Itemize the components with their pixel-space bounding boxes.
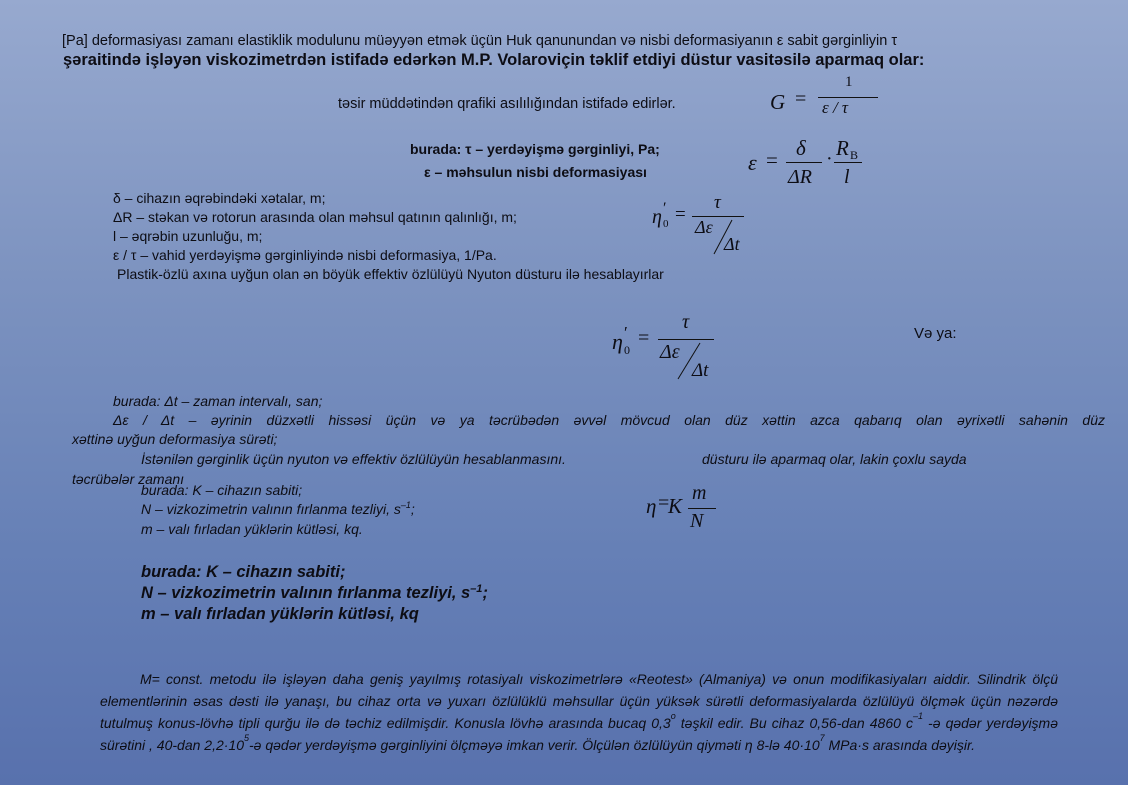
formula-symbol: K xyxy=(668,494,683,518)
where-n-text: N – vizkozimetrin valının fırlanma tezliyi, s xyxy=(141,501,401,517)
formula-symbol: ′ xyxy=(624,323,628,342)
formula-symbol: B xyxy=(850,148,859,162)
def-delta-r: ΔR – stəkan və rotorun arasında olan məhsul qatının qalınlığı, m; xyxy=(113,209,517,225)
def-l: l – əqrəbin uzunluğu, m; xyxy=(113,228,263,244)
formula-relative-deformation xyxy=(748,134,868,194)
formula-symbol: l xyxy=(844,166,850,188)
formula-symbol: ε xyxy=(748,150,757,175)
def-eps-tau: ε / τ – vahid yerdəyişmə gərginliyində nisbi deformasiya, 1/Pa. xyxy=(113,247,497,263)
formula-shear-modulus xyxy=(770,74,880,120)
where-n-text: N – vizkozimetrin valının fırlanma tezliyi, s xyxy=(141,584,471,602)
formula-symbol: η xyxy=(652,206,662,228)
heading-line-2: şəraitində işləyən viskozimetrdən istifadə edərkən M.P. Volaroviçin təklif etdiyi düstur vasitəsilə aparmaq olar: xyxy=(63,51,925,69)
where-k-small: burada: K – cihazın sabiti; xyxy=(141,482,303,498)
formula-symbol: 0 xyxy=(624,343,630,357)
formula-viscosity-2 xyxy=(612,311,732,385)
formula-symbol: δ xyxy=(796,136,806,160)
formula-symbol: τ xyxy=(714,192,721,213)
formula-symbol: · xyxy=(826,148,833,170)
or-label: Və ya: xyxy=(914,325,957,342)
formula-symbol: 0 xyxy=(663,218,669,230)
where-eps: ε – məhsulun nisbi deformasiyası xyxy=(424,164,647,180)
experiments-text: təcrübələr zamanı xyxy=(72,471,185,487)
exponent: –1 xyxy=(912,711,923,721)
calc-left: İstənilən gərginlik üçün nyuton və effektiv özlülüyün hesablanmasını. xyxy=(141,451,566,467)
formula-symbol: G xyxy=(770,90,786,114)
where-n-large xyxy=(141,584,488,603)
formula-symbol: m xyxy=(692,482,707,504)
paragraph-part: M= const. metodu ilə işləyən daha geniş yayılmış rotasiyalı viskozimetrlərə «Reotest» (Almaniya) və onun modifikasiyaları aiddir. Silindrik ölçü elementlərinin əsas dəsti ilə yanaşı, bu cihaz orta və yuxarı özlülüklü məhsullar üçün yüksək sürətli deformasiyalarda özlülüyü ölçmək üçün nəzərdə tutulmuş konus-lövhə tipli qurğu ilə də təchiz edilmişdir. Konusla lövhə arasında bucaq 0,3 xyxy=(100,671,1058,731)
formula-symbol: Δt xyxy=(692,360,709,381)
degree-sign: o xyxy=(670,711,676,721)
formula-symbol: ε / τ xyxy=(822,98,849,117)
formula-symbol: τ xyxy=(682,311,690,333)
paragraph-part: -ə qədər yerdəyişmə gərginliyini ölçməyə imkan verir. Ölçülən özlülüyün qiyməti η 8-lə 40·10 xyxy=(249,737,820,753)
heading-line-1: [Pa] deformasiyası zamanı elastiklik modulunu müəyyən etmək üçün Huk qanunundan və nisbi deformasiyanın ε sabit gərginliyin τ xyxy=(62,33,898,49)
where-n-exp: –1 xyxy=(470,583,483,595)
exponent: 5 xyxy=(243,733,249,743)
formula-symbol: = xyxy=(766,148,778,172)
formula-symbol: = xyxy=(638,327,650,349)
where-k-large: burada: K – cihazın sabiti; xyxy=(141,563,346,581)
formula-symbol: = xyxy=(658,492,670,514)
fraction-bar xyxy=(834,162,862,163)
formula-symbol: 1 xyxy=(845,74,853,90)
where-curve-line2: xəttinə uyğun deformasiya sürəti; xyxy=(72,431,278,447)
formula-symbol: Δε xyxy=(695,217,713,237)
calc-right: düsturu ilə aparmaq olar, lakin çoxlu sayda xyxy=(702,451,967,467)
formula-symbol: η xyxy=(612,329,623,354)
where-curve-line1: Δε / Δt – əyrinin düzxətli hissəsi üçün və ya təcrübədən əvvəl mövcud olan düz xəttin azca qabarıq olan əyrixətli sahənin düz xyxy=(113,412,1105,428)
formula-symbol: Δε xyxy=(660,341,680,363)
formula-symbol: ′ xyxy=(663,200,667,217)
fraction-bar xyxy=(786,162,822,163)
paragraph-part: MPa·s arasında dəyişir. xyxy=(824,737,976,753)
heading-line-3: təsir müddətindən qrafiki asılılığından istifadə edirlər. xyxy=(338,96,676,112)
formula-symbol: = xyxy=(795,88,807,110)
def-delta: δ – cihazın əqrəbindəki xətalar, m; xyxy=(113,190,326,206)
where-n-end: ; xyxy=(482,584,488,602)
formula-symbol: η xyxy=(646,494,657,518)
fraction-bar xyxy=(658,339,714,340)
where-n-small xyxy=(141,501,415,517)
where-tau: burada: τ – yerdəyişmə gərginliyi, Pa; xyxy=(410,141,660,157)
where-n-end: ; xyxy=(410,501,415,517)
formula-symbol: R xyxy=(836,136,849,160)
formula-symbol: = xyxy=(675,204,686,225)
where-m-large: m – valı fırladan yüklərin kütləsi, kq xyxy=(141,605,419,623)
paragraph-part: -ə qədər yerdəyişmə sürətini , 40-dan 2,2·10 xyxy=(100,715,1059,753)
exponent: 7 xyxy=(819,733,825,743)
fraction-bar xyxy=(688,508,716,509)
formula-symbol: Δt xyxy=(724,234,740,254)
formula-viscosity-1 xyxy=(652,192,752,258)
def-newton: Plastik-özlü axına uyğun olan ən böyük effektiv özlülüyü Nyuton düsturu ilə hesablayırlar xyxy=(117,266,664,282)
formula-symbol: N xyxy=(690,510,704,532)
where-m-small: m – valı fırladan yüklərin kütləsi, kq. xyxy=(141,521,363,537)
formula-symbol: ΔR xyxy=(788,166,812,188)
where-n-exp: –1 xyxy=(400,500,411,510)
formula-km-n xyxy=(646,482,726,538)
where-dt: burada: Δt – zaman intervalı, san; xyxy=(113,393,323,409)
reotest-paragraph xyxy=(100,668,1058,756)
paragraph-part: təşkil edir. Bu cihaz 0,56-dan 4860 с xyxy=(675,715,913,731)
